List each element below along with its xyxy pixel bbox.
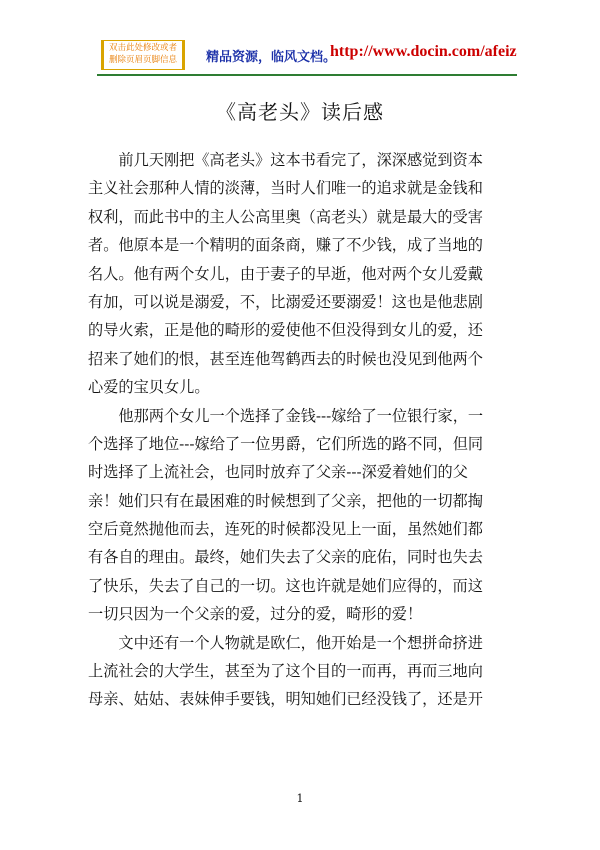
document-title: 《高老头》读后感 xyxy=(216,100,384,124)
text-line: 前几天刚把《高老头》这本书看完了，深深感觉到资本 xyxy=(88,151,483,169)
text-line: 上流社会的大学生，甚至为了这个目的一而再，再而三地向 xyxy=(88,662,483,681)
header-tagline: 精品资源，临风文档。 xyxy=(206,50,337,65)
text-line: 一切只因为一个父亲的爱，过分的爱，畸形的爱！ xyxy=(88,605,423,624)
text-line: 时选择了上流社会，也同时放弃了父亲---深爱着她们的父 xyxy=(88,463,468,482)
text-line: 空后竟然抛他而去，连死的时候都没见上一面，虽然她们都 xyxy=(88,520,483,539)
text-line: 个选择了地位---嫁给了一位男爵，它们所选的路不同，但同 xyxy=(88,434,484,453)
edit-header-notice[interactable] xyxy=(101,40,185,70)
document-body xyxy=(88,146,513,714)
text-line: 有各自的理由。最终，她们失去了父亲的庇佑，同时也失去 xyxy=(88,548,483,567)
header-divider xyxy=(97,74,517,76)
text-line: 主义社会那种人情的淡薄，当时人们唯一的追求就是金钱和 xyxy=(88,179,483,198)
text-line: 名人。他有两个女儿，由于妻子的早逝，他对两个女儿爱戴 xyxy=(88,264,483,283)
text-line: 他那两个女儿一个选择了金钱---嫁给了一位银行家，一 xyxy=(88,406,484,425)
text-line: 母亲、姑姑、表妹伸手要钱，明知她们已经没钱了，还是开 xyxy=(88,690,483,709)
text-line: 亲！她们只有在最困难的时候想到了父亲，把他的一切都掏 xyxy=(88,491,483,510)
paragraph-1 xyxy=(88,146,513,402)
header-url-link[interactable]: http://www.docin.com/afeiz xyxy=(330,43,517,60)
text-line: 权利，而此书中的主人公高里奥（高老头）就是最大的受害 xyxy=(88,207,483,226)
text-line: 招来了她们的恨，甚至连他驾鹤西去的时候也没见到他两个 xyxy=(88,349,483,368)
page-number: 1 xyxy=(296,792,304,805)
text-line: 有加，可以说是溺爱，不，比溺爱还要溺爱！这也是他悲剧 xyxy=(88,292,483,311)
paragraph-3 xyxy=(88,629,513,714)
text-line: 的导火索，正是他的畸形的爱使他不但没得到女儿的爱，还 xyxy=(88,321,483,340)
text-line: 文中还有一个人物就是欧仁，他开始是一个想拼命挤进 xyxy=(88,633,483,652)
text-line: 者。他原本是一个精明的面条商，赚了不少钱，成了当地的 xyxy=(88,236,483,255)
text-line: 心爱的宝贝女儿。 xyxy=(88,378,210,397)
page-header xyxy=(0,0,600,78)
notice-line-1: 双击此处修改或者 xyxy=(108,43,177,53)
notice-line-2: 删除页眉页脚信息 xyxy=(108,55,177,65)
paragraph-2 xyxy=(88,402,513,629)
text-line: 了快乐，失去了自己的一切。这也许就是她们应得的，而这 xyxy=(88,576,483,595)
